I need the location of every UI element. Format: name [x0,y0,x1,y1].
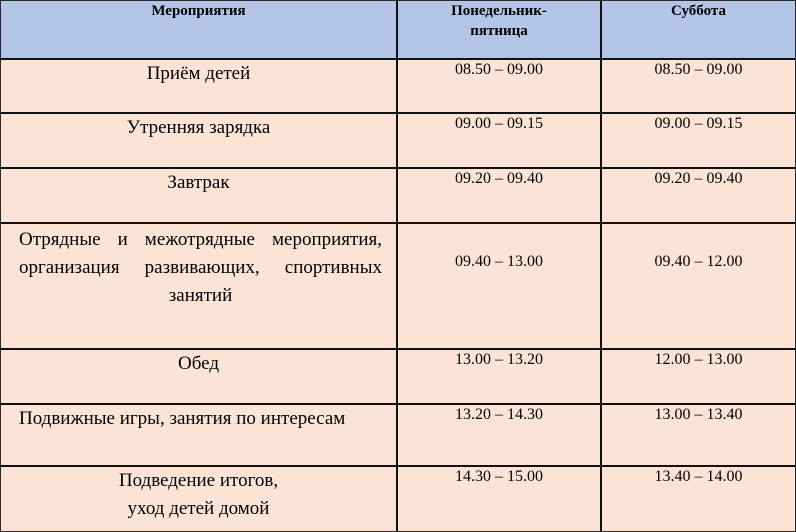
header-weekdays-line2: пятница [470,23,528,39]
activity-line: Подведение итогов, [118,470,279,491]
activity-cell: Отрядные и межотрядные мероприятия, организация развивающих, спортивных занятий [1,223,397,349]
header-weekdays-line1: Понедельник- [451,3,547,19]
header-row [1,1,795,59]
weekdays-time-cell: 14.30 – 15.00 [397,466,601,531]
header-saturday: Суббота [601,1,795,59]
saturday-time-cell: 12.00 – 13.00 [601,349,795,404]
table-row [1,113,795,168]
weekdays-time-cell: 09.40 – 13.00 [397,223,601,349]
table-row [1,349,795,404]
saturday-time-cell: 09.20 – 09.40 [601,168,795,223]
weekdays-time-cell: 09.00 – 09.15 [397,113,601,168]
header-activities: Мероприятия [1,1,397,59]
activity-cell: Утренняя зарядка [1,113,397,168]
table-row [1,59,795,113]
activity-cell: Обед [1,349,397,404]
table-row [1,223,795,349]
saturday-time-cell: 13.40 – 14.00 [601,466,795,531]
table-row [1,404,795,466]
schedule-table [1,1,795,531]
header-weekdays [397,1,601,59]
weekdays-time-cell: 13.00 – 13.20 [397,349,601,404]
activity-cell [1,466,397,531]
table-row [1,466,795,531]
saturday-time-cell: 13.00 – 13.40 [601,404,795,466]
table-row [1,168,795,223]
saturday-time-cell: 09.40 – 12.00 [601,223,795,349]
saturday-time-cell: 08.50 – 09.00 [601,59,795,113]
weekdays-time-cell: 08.50 – 09.00 [397,59,601,113]
activity-cell: Завтрак [1,168,397,223]
activity-cell: Приём детей [1,59,397,113]
activity-cell: Подвижные игры, занятия по интересам [1,404,397,466]
saturday-time-cell: 09.00 – 09.15 [601,113,795,168]
activity-line: уход детей домой [127,498,270,519]
weekdays-time-cell: 09.20 – 09.40 [397,168,601,223]
weekdays-time-cell: 13.20 – 14.30 [397,404,601,466]
